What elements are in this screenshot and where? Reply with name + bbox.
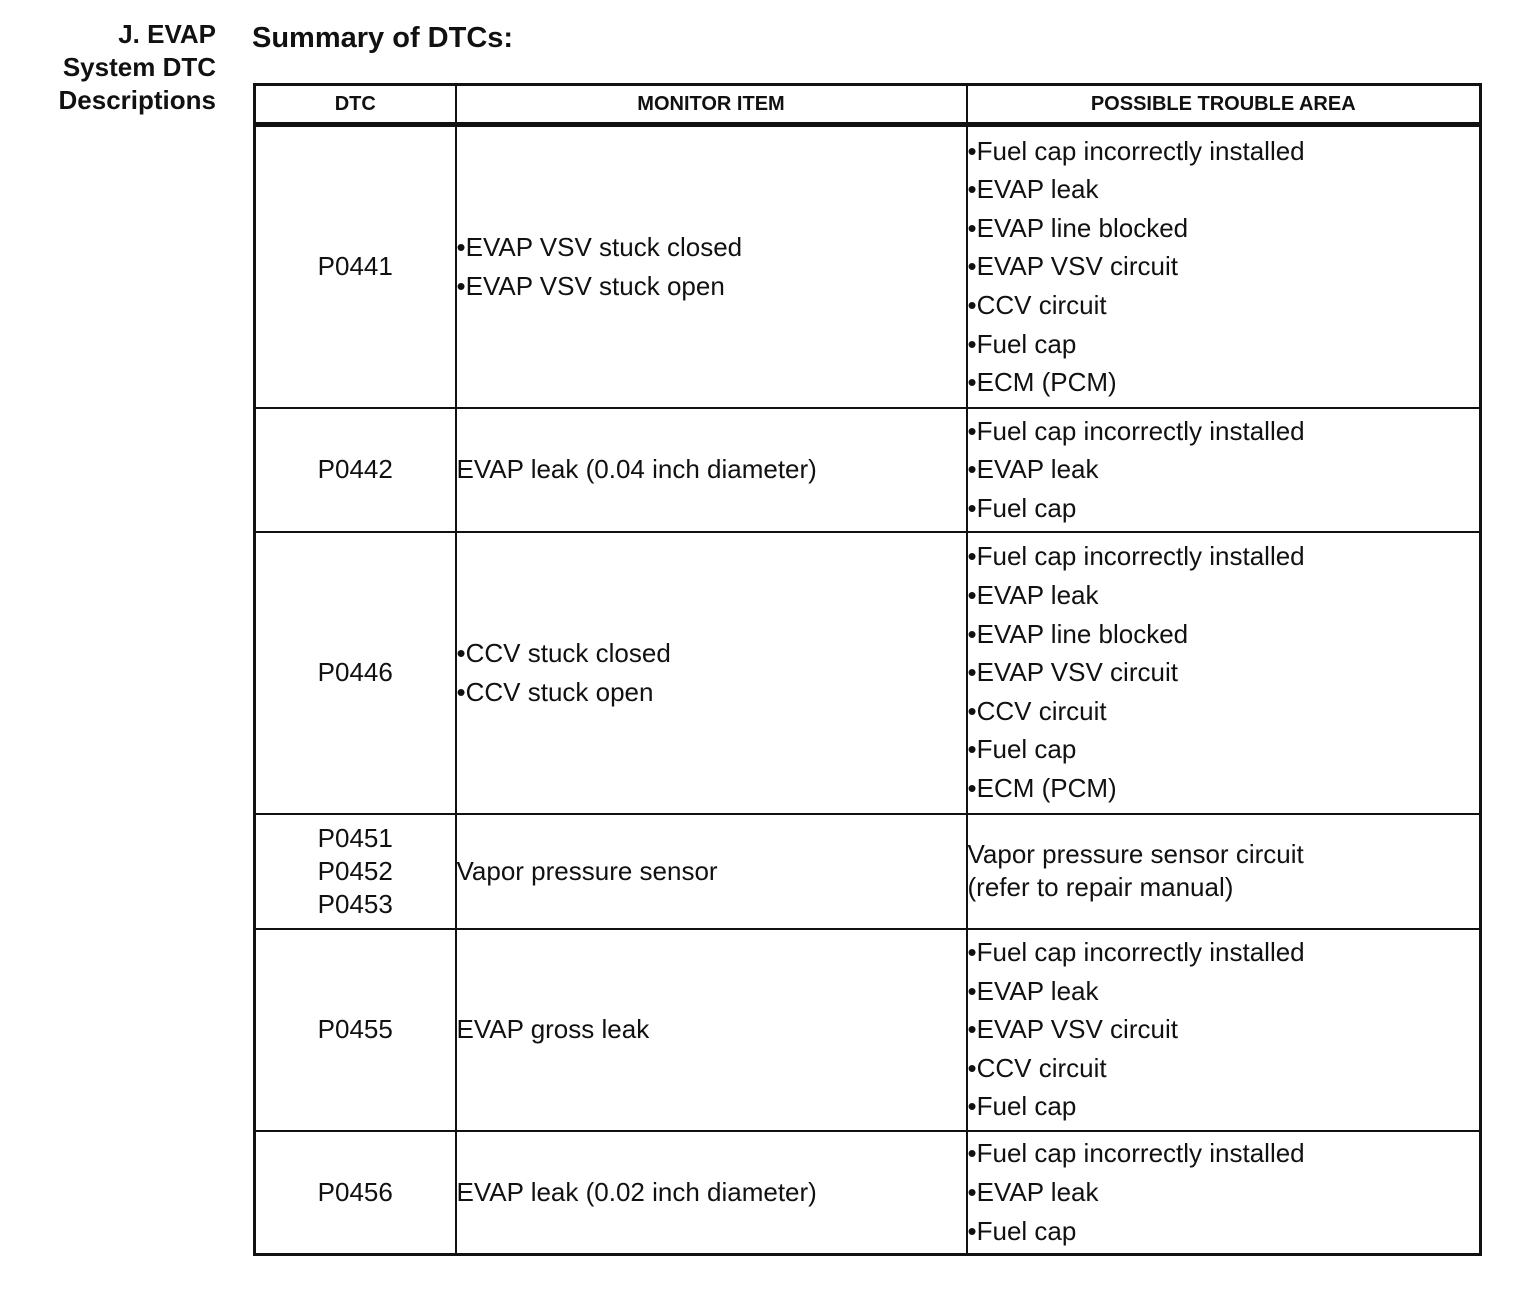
dtc-summary-table (253, 83, 1482, 1256)
trouble-area-item: • CCV circuit (968, 1049, 1480, 1088)
trouble-area-item: • EVAP line blocked (968, 615, 1480, 654)
monitor-item: • CCV stuck open (457, 673, 966, 712)
table-row (255, 929, 1481, 1131)
trouble-area-cell (967, 532, 1481, 814)
trouble-area-line: Vapor pressure sensor circuit (967, 839, 1304, 869)
trouble-area-item: • Fuel cap (968, 1212, 1480, 1251)
trouble-area-item: • EVAP leak (968, 1173, 1480, 1212)
trouble-area-item: • Fuel cap incorrectly installed (968, 412, 1480, 451)
dtc-code: P0446 (317, 657, 393, 688)
section-heading-line: System DTC (62, 52, 216, 82)
dtc-code-cell (255, 814, 456, 929)
trouble-area-item: • EVAP line blocked (968, 209, 1480, 248)
dtc-code-cell (255, 929, 456, 1131)
trouble-area-item: • EVAP leak (968, 450, 1480, 489)
column-header-monitor-item: MONITOR ITEM (456, 85, 967, 125)
trouble-area-item: • Fuel cap incorrectly installed (968, 1134, 1480, 1173)
trouble-area-item: • CCV circuit (968, 286, 1480, 325)
trouble-area-list (968, 132, 1480, 402)
trouble-area-item: • Fuel cap (968, 1087, 1480, 1126)
dtc-code: P0455 (317, 1014, 393, 1045)
section-heading-line: Descriptions (58, 85, 216, 115)
trouble-area-item: • EVAP VSV circuit (968, 247, 1480, 286)
trouble-area-cell (967, 814, 1481, 929)
trouble-area-item: • Fuel cap (968, 730, 1480, 769)
trouble-area-line: (refer to repair manual) (967, 872, 1234, 902)
dtc-code-cell (255, 1131, 456, 1255)
dtc-code: P0442 (317, 454, 393, 485)
trouble-area-item: • ECM (PCM) (968, 363, 1480, 402)
trouble-area-cell (967, 408, 1481, 532)
monitor-item-cell (456, 814, 967, 929)
trouble-area-list (968, 412, 1480, 528)
monitor-item-cell (456, 125, 967, 408)
monitor-item-text: EVAP leak (0.04 inch diameter) (456, 454, 817, 485)
trouble-area-cell (967, 125, 1481, 408)
monitor-item-cell (456, 532, 967, 814)
table-row (255, 1131, 1481, 1255)
dtc-code-cell (255, 408, 456, 532)
table-header-row (255, 85, 1481, 125)
dtc-code: P0451 (317, 822, 393, 853)
table-row (255, 408, 1481, 532)
section-heading-line: J. EVAP (118, 19, 216, 49)
trouble-area-item: • EVAP VSV circuit (968, 653, 1480, 692)
trouble-area-cell (967, 929, 1481, 1131)
monitor-item-text: EVAP gross leak (456, 1014, 650, 1045)
page-title: Summary of DTCs: (252, 22, 514, 54)
column-header-trouble-area: POSSIBLE TROUBLE AREA (967, 85, 1481, 125)
dtc-code: P0456 (317, 1176, 393, 1207)
trouble-area-item: • Fuel cap (968, 325, 1480, 364)
dtc-code-cell (255, 532, 456, 814)
monitor-item-text: Vapor pressure sensor (456, 855, 718, 886)
dtc-code: P0453 (317, 888, 393, 919)
monitor-item-cell (456, 408, 967, 532)
dtc-code: P0452 (317, 855, 393, 886)
trouble-area-list (968, 933, 1480, 1126)
monitor-item: • CCV stuck closed (457, 634, 966, 673)
trouble-area-text (968, 838, 1480, 904)
trouble-area-item: • EVAP VSV circuit (968, 1010, 1480, 1049)
trouble-area-item: • Fuel cap incorrectly installed (968, 537, 1480, 576)
trouble-area-list (968, 1134, 1480, 1250)
trouble-area-item: • EVAP leak (968, 170, 1480, 209)
trouble-area-item: • Fuel cap (968, 489, 1480, 528)
trouble-area-cell (967, 1131, 1481, 1255)
table-body (255, 125, 1481, 1255)
monitor-item-list (457, 228, 966, 305)
monitor-item: • EVAP VSV stuck closed (457, 228, 966, 267)
column-header-dtc: DTC (255, 85, 456, 125)
trouble-area-list (968, 537, 1480, 807)
table-row (255, 532, 1481, 814)
trouble-area-item: • EVAP leak (968, 576, 1480, 615)
table-row (255, 125, 1481, 408)
monitor-item-cell (456, 1131, 967, 1255)
trouble-area-item: • Fuel cap incorrectly installed (968, 132, 1480, 171)
table-row (255, 814, 1481, 929)
trouble-area-item: • ECM (PCM) (968, 769, 1480, 808)
monitor-item-text: EVAP leak (0.02 inch diameter) (456, 1176, 817, 1207)
monitor-item-list (457, 634, 966, 711)
dtc-code: P0441 (317, 251, 393, 282)
dtc-code-cell (255, 125, 456, 408)
trouble-area-item: • Fuel cap incorrectly installed (968, 933, 1480, 972)
monitor-item-cell (456, 929, 967, 1131)
section-heading (20, 18, 216, 117)
trouble-area-item: • CCV circuit (968, 692, 1480, 731)
trouble-area-item: • EVAP leak (968, 972, 1480, 1011)
monitor-item: • EVAP VSV stuck open (457, 267, 966, 306)
